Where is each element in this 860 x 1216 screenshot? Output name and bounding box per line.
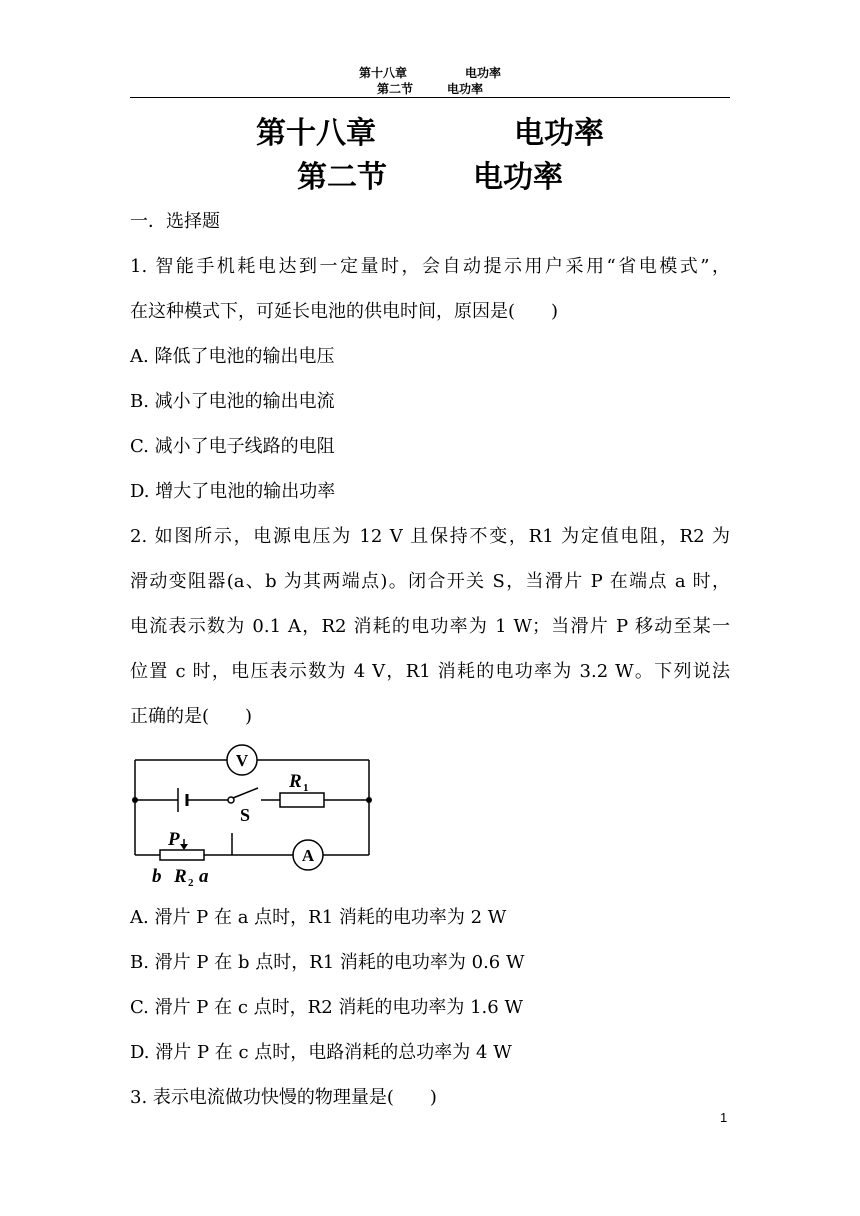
junction-right <box>366 797 372 803</box>
question-1-line-1: 1. 智能手机耗电达到一定量时，会自动提示用户采用“省电模式”， <box>130 256 730 277</box>
question-2-option-a: A. 滑片 P 在 a 点时，R1 消耗的电功率为 2 W <box>130 907 507 928</box>
question-3-line-1: 3. 表示电流做功快慢的物理量是( ) <box>130 1087 437 1108</box>
question-1-line-2: 在这种模式下，可延长电池的供电时间，原因是( ) <box>130 301 559 322</box>
question-2-option-c: C. 滑片 P 在 c 点时，R2 消耗的电功率为 1.6 W <box>130 997 523 1018</box>
r2-rheostat <box>160 850 204 860</box>
slider-label: P <box>168 829 180 850</box>
running-header-section: 第二节 电功率 <box>376 82 484 96</box>
question-1-option-d: D. 增大了电池的输出功率 <box>130 481 336 502</box>
question-2-option-d: D. 滑片 P 在 c 点时，电路消耗的总功率为 4 W <box>130 1042 512 1063</box>
question-2-line-2: 滑动变阻器(a、b 为其两端点)。闭合开关 S，当滑片 P 在端点 a 时， <box>130 571 730 592</box>
r1-label: R <box>289 771 302 792</box>
running-header-chapter: 第十八章 电功率 <box>358 66 502 80</box>
question-2-line-4: 位置 c 时，电压表示数为 4 V，R1 消耗的电功率为 3.2 W。下列说法 <box>130 661 730 682</box>
r2-subscript: 2 <box>188 877 194 888</box>
r2-label: R <box>174 866 187 887</box>
question-1-option-c: C. 减小了电子线路的电阻 <box>130 436 335 457</box>
slider-arrow-icon <box>180 844 188 850</box>
header-rule <box>130 97 730 98</box>
switch-blade <box>233 788 258 798</box>
page-title-section: 第二节 电功率 <box>297 160 563 195</box>
page-title-chapter: 第十八章 电功率 <box>256 116 604 151</box>
question-2-line-5: 正确的是( ) <box>130 706 253 727</box>
voltmeter-label: V <box>235 751 249 770</box>
ammeter-label: A <box>301 846 315 865</box>
terminal-b-label: b <box>152 866 162 887</box>
r1-resistor <box>280 793 324 807</box>
terminal-a-label: a <box>199 866 209 887</box>
question-1-option-a: A. 降低了电池的输出电压 <box>130 346 335 367</box>
section-heading: 一．选择题 <box>130 211 220 232</box>
circuit-diagram <box>120 736 390 888</box>
page-number: 1 <box>720 1110 728 1125</box>
switch-label: S <box>240 805 251 825</box>
question-2-option-b: B. 滑片 P 在 b 点时，R1 消耗的电功率为 0.6 W <box>130 952 525 973</box>
question-2-line-1: 2. 如图所示，电源电压为 12 V 且保持不变，R1 为定值电阻，R2 为 <box>130 526 730 547</box>
r1-subscript: 1 <box>303 782 309 794</box>
question-2-line-3: 电流表示数为 0.1 A，R2 消耗的电功率为 1 W；当滑片 P 移动至某一 <box>130 616 730 637</box>
junction-left <box>132 797 138 803</box>
question-1-option-b: B. 减小了电池的输出电流 <box>130 391 335 412</box>
